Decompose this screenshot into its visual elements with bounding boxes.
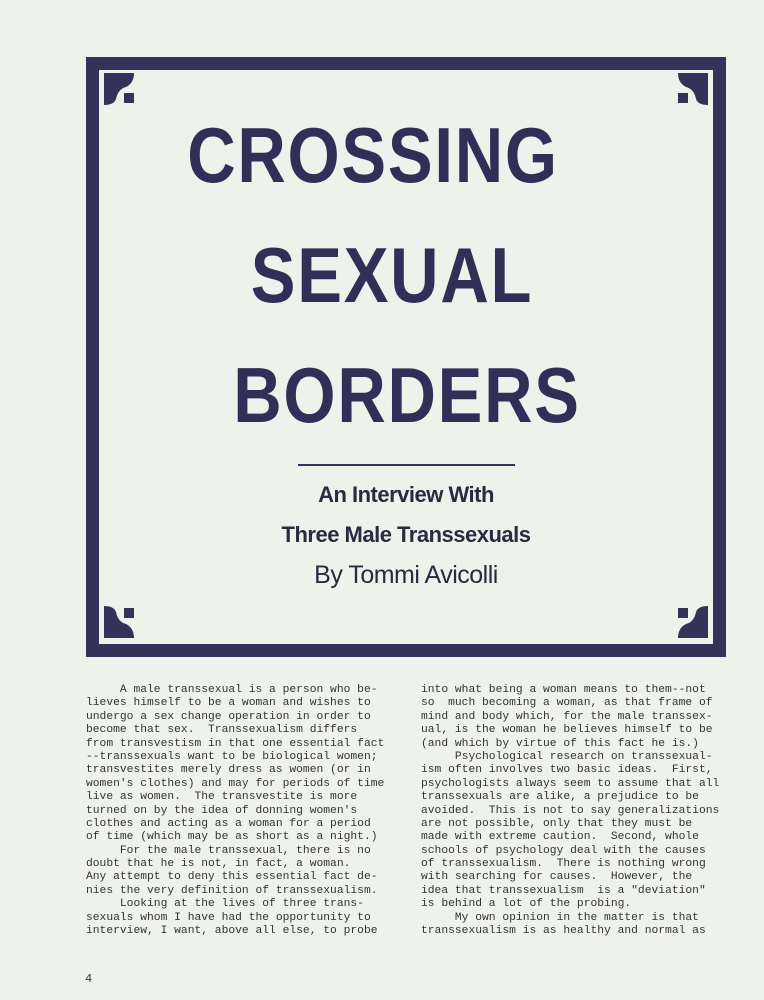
- text-line: Psychological research on transsexual-: [421, 750, 713, 763]
- text-line: sexuals whom I have had the opportunity to: [86, 911, 371, 924]
- text-line: so much becoming a woman, as that frame of: [421, 697, 713, 710]
- text-line: women's clothes) and may for periods of time: [86, 777, 385, 790]
- text-line: clothes and acting as a woman for a period: [86, 817, 371, 830]
- text-line: with searching for causes. However, the: [421, 871, 693, 884]
- body-left-column: [86, 684, 384, 938]
- text-line: lieves himself to be a woman and wishes to: [86, 697, 371, 710]
- body-right-column: [421, 684, 719, 938]
- text-line: For the male transsexual, there is no: [86, 844, 371, 857]
- text-line: transsexualism is as healthy and normal as: [421, 925, 706, 938]
- text-line: of transsexualism. There is nothing wrong: [421, 858, 706, 871]
- text-line: idea that transsexualism is a "deviation": [421, 884, 706, 897]
- text-line: turned on by the idea of donning women's: [86, 804, 358, 817]
- text-line: doubt that he is not, in fact, a woman.: [86, 858, 351, 871]
- byline: By Tommi Avicolli: [314, 561, 498, 589]
- text-line: is behind a lot of the probing.: [421, 898, 632, 911]
- headline-line-3: BORDERS: [233, 351, 581, 439]
- headline-line-1: CROSSING: [187, 111, 559, 199]
- text-line: Any attempt to deny this essential fact de-: [86, 871, 378, 884]
- headline-line-2: SEXUAL: [250, 231, 534, 319]
- corner-ornament-bottom-left: [104, 606, 136, 638]
- text-line: transsexuals are alike, a prejudice to be: [421, 791, 699, 804]
- corner-ornament-top-right: [676, 73, 708, 105]
- text-line: into what being a woman means to them--not: [421, 684, 706, 696]
- text-line: interview, I want, above all else, to probe: [86, 925, 378, 938]
- headline-divider: [298, 464, 515, 466]
- text-line: of time (which may be as short as a night.): [86, 831, 378, 844]
- text-line: become that sex. Transsexualism differs: [86, 724, 358, 737]
- text-line: nies the very definition of transsexualism.: [86, 884, 378, 897]
- text-line: My own opinion in the matter is that: [421, 911, 699, 924]
- text-line: ual, is the woman he believes himself to be: [421, 724, 713, 737]
- corner-ornament-bottom-right: [676, 606, 708, 638]
- text-line: mind and body which, for the male transsex-: [421, 710, 713, 723]
- text-line: avoided. This is not to say generalizations: [421, 804, 720, 817]
- text-line: (and which by virtue of this fact he is.): [421, 737, 699, 750]
- subtitle-line-1: An Interview With: [318, 482, 494, 507]
- text-line: Looking at the lives of three trans-: [86, 898, 364, 911]
- text-line: psychologists always seem to assume that all: [421, 777, 720, 790]
- text-line: undergo a sex change operation in order to: [86, 710, 371, 723]
- text-line: A male transsexual is a person who be-: [86, 684, 378, 696]
- subtitle-line-2: Three Male Transsexuals: [281, 522, 531, 547]
- text-line: --transsexuals want to be biological women;: [86, 750, 378, 763]
- text-line: from transvestism in that one essential fact: [86, 737, 385, 750]
- page-number: 4: [85, 972, 93, 986]
- text-line: are not possible, only that they must be: [421, 817, 693, 830]
- text-line: ism often involves two basic ideas. First,: [421, 764, 713, 777]
- text-line: made with extreme caution. Second, whole: [421, 831, 699, 844]
- text-line: transvestites merely dress as women (or in: [86, 764, 371, 777]
- text-line: live as women. The transvestite is more: [86, 791, 358, 804]
- corner-ornament-top-left: [104, 73, 136, 105]
- text-line: schools of psychology deal with the causes: [421, 844, 706, 857]
